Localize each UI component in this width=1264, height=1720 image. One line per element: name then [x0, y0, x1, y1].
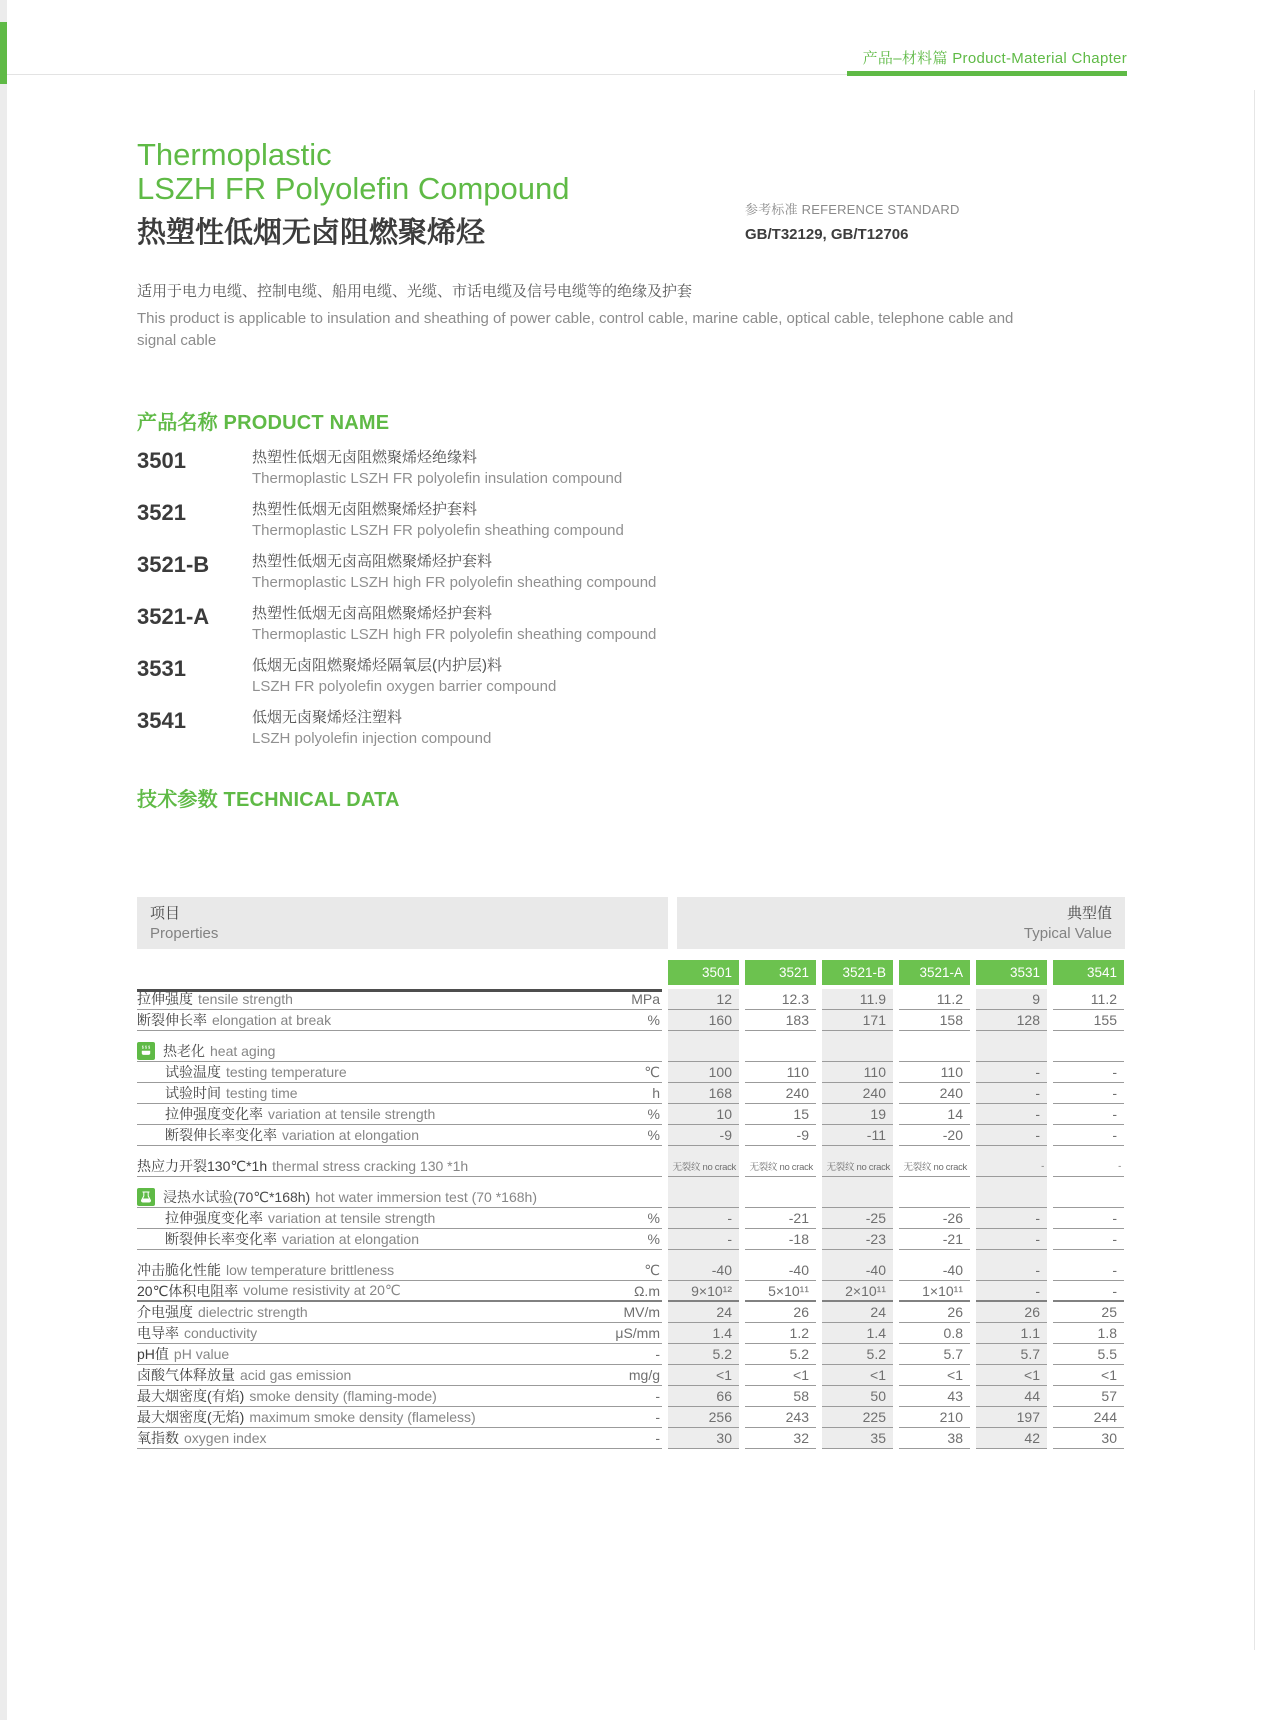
table-cell-3501: 10 — [668, 1104, 739, 1125]
table-cell-3521-A: 5.7 — [899, 1344, 970, 1365]
row-label-zh: 拉伸强度变化率 — [165, 1106, 263, 1122]
row-label-zh: 断裂伸长率变化率 — [165, 1127, 277, 1143]
table-cell-3501: -9 — [668, 1125, 739, 1146]
chapter-header: 产品–材料篇 Product-Material Chapter — [862, 50, 1127, 67]
table-cell-3501: - — [668, 1229, 739, 1250]
row-label-segment — [137, 1208, 662, 1229]
page-title-en-line1: Thermoplastic — [137, 137, 332, 172]
table-cell-3521 — [745, 1041, 816, 1062]
table-cell-3501: 30 — [668, 1428, 739, 1449]
row-label-segment — [137, 1156, 662, 1177]
product-name-en: Thermoplastic LSZH FR polyolefin insulation compound — [252, 470, 623, 487]
table-cell-3521: -18 — [745, 1229, 816, 1250]
table-section-row — [137, 1041, 1125, 1062]
row-label-zh: 浸热水试验(70℃*168h) — [163, 1189, 311, 1205]
reference-standard — [745, 199, 960, 243]
table-cell-3521-A: 11.2 — [899, 989, 970, 1010]
product-list-item — [137, 707, 656, 749]
table-cell-3521-B: -40 — [822, 1260, 893, 1281]
table-cell-3521-A: 210 — [899, 1407, 970, 1428]
product-code: 3521-B — [137, 552, 210, 577]
row-unit: MV/m — [623, 1304, 660, 1320]
column-header-3521-A: 3521-A — [899, 960, 970, 985]
table-cell-3531: 26 — [976, 1302, 1047, 1323]
table-cell-3541: - — [1053, 1229, 1124, 1250]
row-label-zh: 氧指数 — [137, 1430, 179, 1446]
row-label-segment — [137, 1281, 662, 1302]
table-cell-3501: 1.4 — [668, 1323, 739, 1344]
table-cell-3541: 57 — [1053, 1386, 1124, 1407]
table-cell-3501: 100 — [668, 1062, 739, 1083]
table-cell-3521-A: 43 — [899, 1386, 970, 1407]
table-cell-3521-A: -20 — [899, 1125, 970, 1146]
table-cell-3521-A — [899, 1187, 970, 1208]
table-cell-3541: <1 — [1053, 1365, 1124, 1386]
chapter-rule-gray — [7, 74, 847, 75]
row-label-en: thermal stress cracking 130 *1h — [272, 1158, 469, 1174]
row-label-en: smoke density (flaming-mode) — [249, 1388, 437, 1404]
row-label-en: low temperature brittleness — [226, 1262, 395, 1278]
table-cell-3541: - — [1053, 1260, 1124, 1281]
product-description — [252, 707, 491, 749]
row-label-en: maximum smoke density (flameless) — [249, 1409, 476, 1425]
row-label-en: volume resistivity at 20℃ — [243, 1282, 401, 1298]
product-name-heading: 产品名称 PRODUCT NAME — [137, 412, 390, 434]
row-label-en: dielectric strength — [198, 1304, 308, 1320]
product-code: 3531 — [137, 656, 186, 681]
table-row — [137, 989, 1125, 1010]
table-cell-3521: 32 — [745, 1428, 816, 1449]
row-label-en: variation at tensile strength — [268, 1210, 436, 1226]
row-label-zh: 电导率 — [137, 1325, 179, 1341]
table-cell-3501: 无裂纹 no crack — [668, 1156, 739, 1177]
row-label-en: elongation at break — [212, 1012, 332, 1028]
row-unit: - — [655, 1388, 660, 1404]
typical-value-header-box — [677, 897, 1125, 949]
row-label-en: variation at elongation — [282, 1127, 419, 1143]
table-cell-3521-B: 50 — [822, 1386, 893, 1407]
table-cell-3521-A: 26 — [899, 1302, 970, 1323]
application-description-en: This product is applicable to insulation and sheathing of power cable, control cable, marine cable, optical cable, telephone cable and signal cable — [137, 310, 1014, 349]
table-cell-3521-B: 225 — [822, 1407, 893, 1428]
table-cell-3541: - — [1053, 1125, 1124, 1146]
row-unit: - — [655, 1409, 660, 1425]
column-header-3521-B: 3521-B — [822, 960, 893, 985]
table-cell-3541: 11.2 — [1053, 989, 1124, 1010]
table-row — [137, 1302, 1125, 1323]
row-label-zh: 拉伸强度变化率 — [165, 1210, 263, 1226]
table-cell-3531: 44 — [976, 1386, 1047, 1407]
page-edge-accent-bar — [0, 22, 7, 84]
row-label-segment — [137, 1260, 662, 1281]
table-section-row — [137, 1187, 1125, 1208]
table-cell-3521-A: 240 — [899, 1083, 970, 1104]
table-cell-3541: 1.8 — [1053, 1323, 1124, 1344]
table-cell-3531: 42 — [976, 1428, 1047, 1449]
table-row — [137, 1208, 1125, 1229]
table-cell-3521: 26 — [745, 1302, 816, 1323]
reference-standard-value: GB/T32129, GB/T12706 — [745, 226, 909, 243]
product-name-en: LSZH polyolefin injection compound — [252, 730, 492, 747]
technical-data-table — [137, 897, 1125, 1449]
row-label-zh: 20℃体积电阻率 — [137, 1282, 239, 1299]
row-label-segment — [137, 1365, 662, 1386]
table-cell-3501: -40 — [668, 1260, 739, 1281]
product-name-en: Thermoplastic LSZH high FR polyolefin sheathing compound — [252, 574, 657, 591]
table-cell-3521: 12.3 — [745, 989, 816, 1010]
table-cell-3521-B: 5.2 — [822, 1344, 893, 1365]
product-list-item — [137, 499, 656, 541]
product-code: 3501 — [137, 448, 186, 473]
row-label-en: variation at tensile strength — [268, 1106, 436, 1122]
table-cell-3521: 15 — [745, 1104, 816, 1125]
table-cell-3541: - — [1053, 1208, 1124, 1229]
column-header-3521: 3521 — [745, 960, 816, 985]
table-cell-3531: - — [976, 1125, 1047, 1146]
product-description — [252, 655, 556, 697]
table-cell-3541 — [1053, 1041, 1124, 1062]
table-row — [137, 1386, 1125, 1407]
page-title-en — [137, 138, 569, 206]
row-unit: h — [652, 1085, 660, 1101]
table-cell-3531: <1 — [976, 1365, 1047, 1386]
row-unit: % — [647, 1231, 660, 1247]
table-cell-3541: 244 — [1053, 1407, 1124, 1428]
column-header-spacer — [137, 960, 662, 985]
table-cell-3521-B — [822, 1041, 893, 1062]
table-cell-3521: 5×10¹¹ — [745, 1281, 816, 1302]
application-description — [137, 280, 1032, 352]
table-cell-3541: 25 — [1053, 1302, 1124, 1323]
table-cell-3531: 9 — [976, 989, 1047, 1010]
table-cell-3521-A: -21 — [899, 1229, 970, 1250]
row-label-zh: pH值 — [137, 1346, 169, 1362]
row-label-zh: 最大烟密度(有焰) — [137, 1388, 245, 1404]
product-list-item — [137, 655, 656, 697]
table-cell-3521-B: 19 — [822, 1104, 893, 1125]
row-label-en: testing temperature — [226, 1064, 347, 1080]
application-description-zh: 适用于电力电缆、控制电缆、船用电缆、光缆、市话电缆及信号电缆等的绝缘及护套 — [137, 283, 693, 300]
table-cell-3521-B: -25 — [822, 1208, 893, 1229]
properties-header-zh: 项目 — [150, 905, 181, 922]
product-code: 3521-A — [137, 604, 210, 629]
table-cell-3521-B: -11 — [822, 1125, 893, 1146]
row-label-segment — [137, 1125, 662, 1146]
table-row — [137, 1125, 1125, 1146]
table-cell-3501: 12 — [668, 989, 739, 1010]
table-cell-3501: 256 — [668, 1407, 739, 1428]
table-cell-3521: -9 — [745, 1125, 816, 1146]
table-cell-3521-B: 11.9 — [822, 989, 893, 1010]
product-name-en: Thermoplastic LSZH FR polyolefin sheathing compound — [252, 522, 624, 539]
table-cell-3521: 243 — [745, 1407, 816, 1428]
row-label-en: variation at elongation — [282, 1231, 419, 1247]
table-cell-3521-A: 14 — [899, 1104, 970, 1125]
page-edge-strip — [0, 0, 7, 1720]
table-cell-3531: - — [976, 1062, 1047, 1083]
table-cell-3531: - — [976, 1208, 1047, 1229]
table-cell-3521-B: 24 — [822, 1302, 893, 1323]
table-cell-3531 — [976, 1041, 1047, 1062]
table-cell-3521: 110 — [745, 1062, 816, 1083]
row-unit: mg/g — [628, 1367, 660, 1383]
table-cell-3531: - — [976, 1083, 1047, 1104]
column-header-3541: 3541 — [1053, 960, 1124, 985]
table-cell-3541 — [1053, 1187, 1124, 1208]
table-cell-3521-A: 0.8 — [899, 1323, 970, 1344]
product-list-item — [137, 603, 656, 645]
table-cell-3521: 1.2 — [745, 1323, 816, 1344]
table-row — [137, 1156, 1125, 1177]
row-unit: % — [647, 1127, 660, 1143]
row-label-en: tensile strength — [198, 991, 293, 1007]
table-row — [137, 1344, 1125, 1365]
row-unit: ℃ — [644, 1063, 660, 1080]
row-unit: - — [655, 1430, 660, 1446]
table-cell-3541: - — [1053, 1104, 1124, 1125]
table-row — [137, 1010, 1125, 1031]
product-description — [252, 499, 624, 541]
row-label-segment — [137, 1083, 662, 1104]
row-label-segment — [137, 1062, 662, 1083]
row-label-segment — [137, 989, 662, 1010]
table-cell-3531: - — [976, 1156, 1047, 1177]
table-cell-3521-B — [822, 1187, 893, 1208]
product-description — [252, 551, 656, 593]
product-name-zh: 热塑性低烟无卤阻燃聚烯烃护套料 — [252, 501, 478, 518]
row-label-zh: 试验时间 — [165, 1085, 221, 1101]
table-cell-3521-A: 158 — [899, 1010, 970, 1031]
table-cell-3521-B: 无裂纹 no crack — [822, 1156, 893, 1177]
table-row — [137, 1104, 1125, 1125]
row-label-segment — [137, 1428, 662, 1449]
row-label-zh: 热老化 — [163, 1043, 205, 1059]
table-row — [137, 1062, 1125, 1083]
row-unit: Ω.m — [633, 1282, 660, 1299]
row-label-en: testing time — [226, 1085, 298, 1101]
table-row — [137, 1260, 1125, 1281]
table-row — [137, 1407, 1125, 1428]
row-label-segment — [137, 1386, 662, 1407]
row-unit: MPa — [631, 991, 660, 1007]
table-cell-3521-A: <1 — [899, 1365, 970, 1386]
row-label-zh: 断裂伸长率 — [137, 1012, 207, 1028]
table-cell-3521 — [745, 1187, 816, 1208]
product-description — [252, 603, 656, 645]
table-cell-3521: 5.2 — [745, 1344, 816, 1365]
product-description — [252, 447, 622, 489]
table-cell-3531 — [976, 1187, 1047, 1208]
row-label-en: conductivity — [184, 1325, 258, 1341]
product-name-en: Thermoplastic LSZH high FR polyolefin sheathing compound — [252, 626, 657, 643]
table-cell-3531: 1.1 — [976, 1323, 1047, 1344]
table-cell-3531: - — [976, 1229, 1047, 1250]
table-cell-3531: 5.7 — [976, 1344, 1047, 1365]
table-cell-3521: <1 — [745, 1365, 816, 1386]
table-cell-3521: 240 — [745, 1083, 816, 1104]
technical-data-heading: 技术参数 TECHNICAL DATA — [137, 789, 400, 811]
table-cell-3521-A: 无裂纹 no crack — [899, 1156, 970, 1177]
product-name-zh: 热塑性低烟无卤高阻燃聚烯烃护套料 — [252, 605, 493, 622]
table-cell-3521-A: 38 — [899, 1428, 970, 1449]
table-cell-3531: - — [976, 1104, 1047, 1125]
table-cell-3531: 197 — [976, 1407, 1047, 1428]
table-column-header-row — [137, 960, 1125, 985]
table-cell-3531: - — [976, 1281, 1047, 1302]
table-header-boxes — [137, 897, 1125, 949]
properties-header-en: Properties — [150, 925, 219, 942]
product-name-zh: 热塑性低烟无卤阻燃聚烯烃绝缘料 — [252, 449, 478, 466]
row-unit: % — [647, 1210, 660, 1226]
product-name-en: LSZH FR polyolefin oxygen barrier compound — [252, 678, 557, 695]
table-row — [137, 1229, 1125, 1250]
table-cell-3521-B: 2×10¹¹ — [822, 1281, 893, 1302]
table-cell-3501: 168 — [668, 1083, 739, 1104]
row-unit: ℃ — [644, 1261, 660, 1278]
row-label-en: acid gas emission — [240, 1367, 352, 1383]
table-cell-3521-B: <1 — [822, 1365, 893, 1386]
table-cell-3541: - — [1053, 1281, 1124, 1302]
row-unit: % — [647, 1106, 660, 1122]
table-cell-3521: -21 — [745, 1208, 816, 1229]
row-label-en: pH value — [173, 1346, 230, 1362]
table-cell-3541: - — [1053, 1156, 1124, 1177]
product-name-zh: 低烟无卤聚烯烃注塑料 — [252, 709, 403, 726]
row-label-zh: 拉伸强度 — [137, 991, 193, 1007]
table-body — [137, 989, 1125, 1449]
row-label-zh: 冲击脆化性能 — [137, 1262, 221, 1278]
page-title-en-line2: LSZH FR Polyolefin Compound — [137, 171, 570, 206]
product-list-item — [137, 551, 656, 593]
table-cell-3521: 无裂纹 no crack — [745, 1156, 816, 1177]
table-cell-3521: 58 — [745, 1386, 816, 1407]
row-label-segment — [137, 1323, 662, 1344]
table-cell-3501: 5.2 — [668, 1344, 739, 1365]
table-row — [137, 1365, 1125, 1386]
page-edge-right-line — [1254, 90, 1255, 1650]
table-cell-3521-B: 171 — [822, 1010, 893, 1031]
row-label-segment — [137, 1104, 662, 1125]
table-cell-3501: 9×10¹² — [668, 1281, 739, 1302]
row-label-zh: 介电强度 — [137, 1304, 193, 1320]
table-cell-3541: - — [1053, 1083, 1124, 1104]
properties-header-box — [137, 897, 668, 949]
row-label-segment — [137, 1229, 662, 1250]
row-unit: % — [647, 1012, 660, 1028]
table-cell-3501 — [668, 1041, 739, 1062]
typical-value-header-zh: 典型值 — [1066, 905, 1112, 922]
row-label-segment — [137, 1407, 662, 1428]
row-label-zh: 断裂伸长率变化率 — [165, 1231, 277, 1247]
table-cell-3531: 128 — [976, 1010, 1047, 1031]
row-label-segment — [137, 1010, 662, 1031]
product-name-zh: 热塑性低烟无卤高阻燃聚烯烃护套料 — [252, 553, 493, 570]
table-cell-3501: - — [668, 1208, 739, 1229]
table-cell-3521-A: -26 — [899, 1208, 970, 1229]
table-cell-3501: 24 — [668, 1302, 739, 1323]
column-header-3501: 3501 — [668, 960, 739, 985]
table-row — [137, 1428, 1125, 1449]
table-cell-3521-B: 35 — [822, 1428, 893, 1449]
table-cell-3521: 183 — [745, 1010, 816, 1031]
table-row — [137, 1083, 1125, 1104]
table-cell-3521-A: 110 — [899, 1062, 970, 1083]
row-label-segment — [137, 1302, 662, 1323]
row-label-en: oxygen index — [184, 1430, 267, 1446]
table-cell-3521-B: 240 — [822, 1083, 893, 1104]
table-cell-3541: 155 — [1053, 1010, 1124, 1031]
typical-value-header-en: Typical Value — [1023, 925, 1112, 942]
column-header-3531: 3531 — [976, 960, 1047, 985]
row-label-en: heat aging — [210, 1043, 276, 1059]
table-cell-3501: 66 — [668, 1386, 739, 1407]
table-cell-3541: - — [1053, 1062, 1124, 1083]
page-title-zh: 热塑性低烟无卤阻燃聚烯烃 — [137, 217, 486, 249]
table-cell-3521-A — [899, 1041, 970, 1062]
table-cell-3541: 30 — [1053, 1428, 1124, 1449]
row-label-zh: 最大烟密度(无焰) — [137, 1409, 245, 1425]
table-cell-3521-B: -23 — [822, 1229, 893, 1250]
product-list-item — [137, 447, 656, 489]
table-cell-3521-B: 110 — [822, 1062, 893, 1083]
row-label-en: hot water immersion test (70 *168h) — [315, 1189, 537, 1205]
row-unit: μS/mm — [615, 1325, 660, 1341]
table-cell-3531: - — [976, 1260, 1047, 1281]
product-list — [137, 447, 656, 759]
row-label-zh: 卤酸气体释放量 — [137, 1367, 235, 1383]
row-label-segment — [137, 1041, 662, 1062]
chapter-rule-green — [847, 71, 1127, 76]
heat-aging-icon — [137, 1042, 155, 1060]
table-cell-3521: -40 — [745, 1260, 816, 1281]
product-code: 3541 — [137, 708, 186, 733]
product-name-zh: 低烟无卤阻燃聚烯烃隔氧层(内护层)料 — [252, 657, 502, 674]
row-label-segment — [137, 1344, 662, 1365]
table-cell-3541: 5.5 — [1053, 1344, 1124, 1365]
row-label-segment — [137, 1187, 662, 1208]
table-cell-3521-A: 1×10¹¹ — [899, 1281, 970, 1302]
table-cell-3501: <1 — [668, 1365, 739, 1386]
hot-water-icon — [137, 1188, 155, 1206]
row-unit: - — [655, 1346, 660, 1362]
table-cell-3521-A: -40 — [899, 1260, 970, 1281]
product-code: 3521 — [137, 500, 186, 525]
row-label-zh: 热应力开裂130℃*1h — [137, 1158, 268, 1174]
table-cell-3501 — [668, 1187, 739, 1208]
table-row — [137, 1281, 1125, 1302]
table-cell-3521-B: 1.4 — [822, 1323, 893, 1344]
table-row — [137, 1323, 1125, 1344]
row-label-zh: 试验温度 — [165, 1064, 221, 1080]
reference-standard-label: 参考标准 REFERENCE STANDARD — [745, 202, 960, 217]
table-cell-3501: 160 — [668, 1010, 739, 1031]
